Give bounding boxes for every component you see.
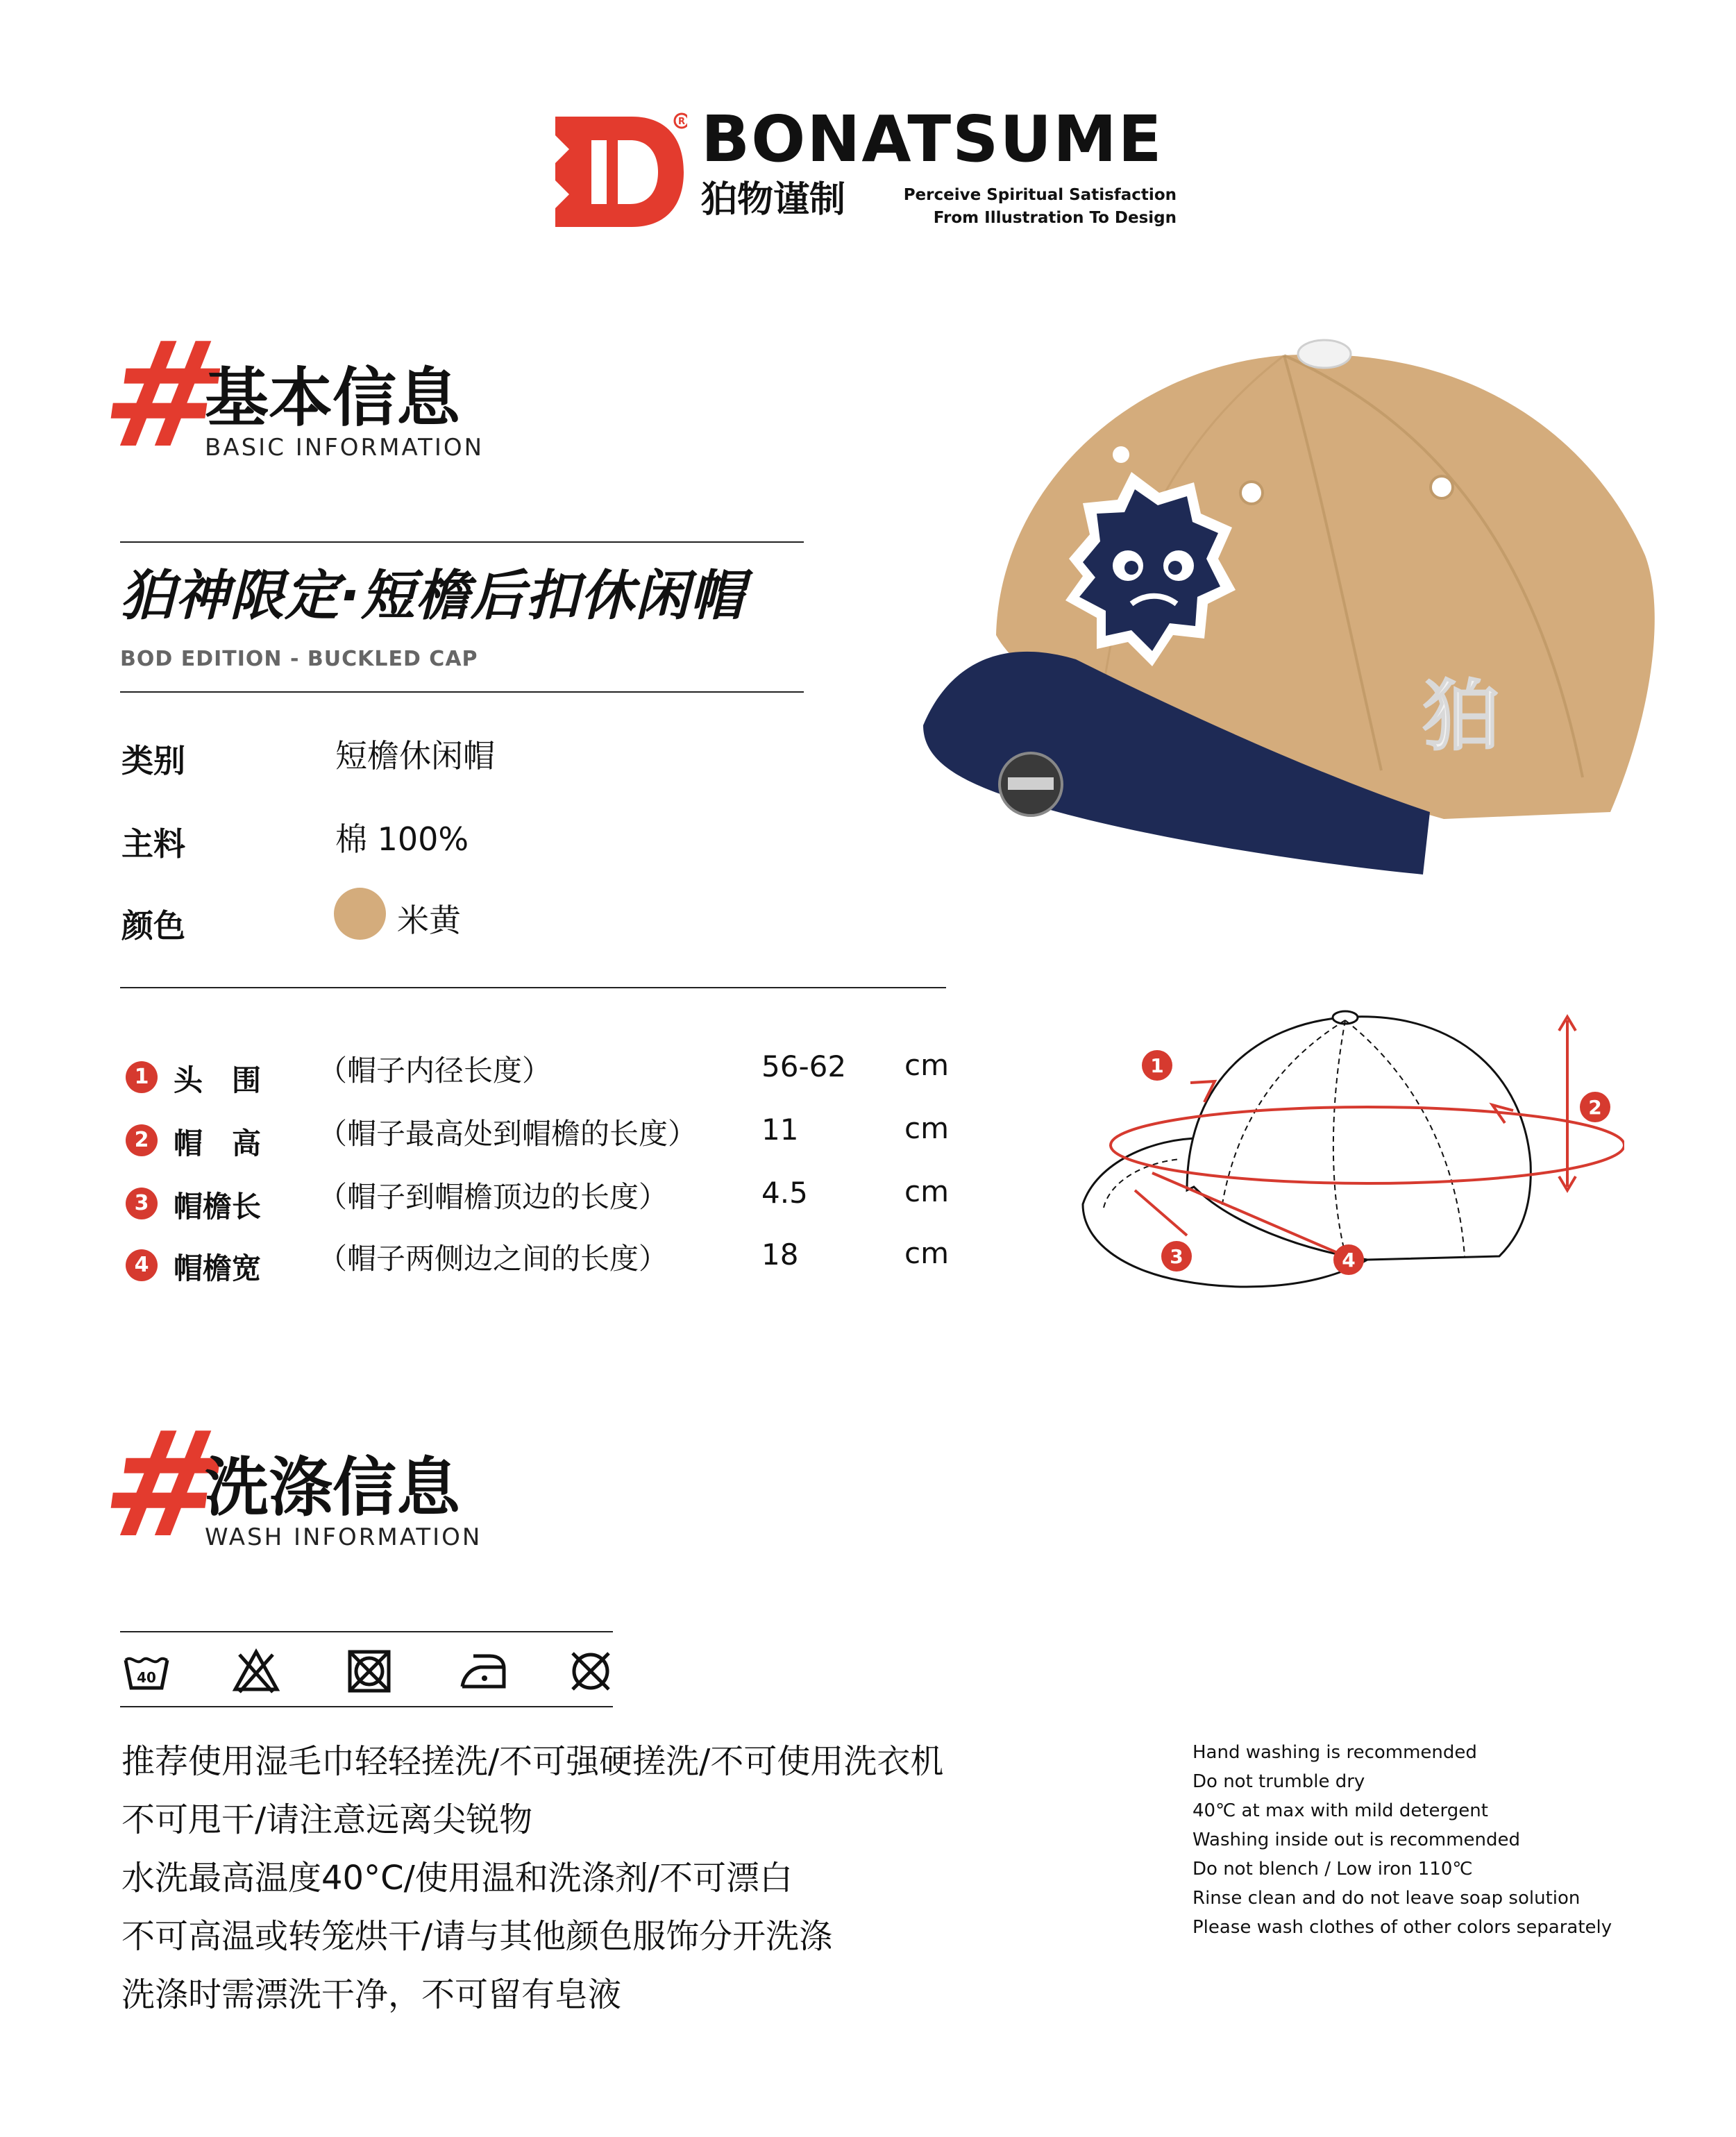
- wash-line-en-3: 40℃ at max with mild detergent: [1193, 1800, 1488, 1821]
- product-subtitle: BOD EDITION - BUCKLED CAP: [120, 647, 478, 671]
- wash-info-title: 洗涤信息: [205, 1451, 461, 1525]
- measure-number-badge: 2: [126, 1124, 158, 1156]
- brand-tagline-line-2: From Illustration To Design: [933, 209, 1177, 228]
- diagram-number-4: 4: [1342, 1249, 1356, 1272]
- divider: [120, 541, 804, 543]
- brand-name: BONATSUME: [701, 102, 1163, 176]
- wash-temp-label: 40: [137, 1669, 156, 1686]
- diagram-number-3: 3: [1170, 1245, 1183, 1268]
- measure-desc-height: （帽子最高处到帽檐的长度）: [318, 1117, 698, 1151]
- brand-tagline-line-1: Perceive Spiritual Satisfaction: [903, 186, 1177, 204]
- wash-line-en-2: Do not trumble dry: [1193, 1771, 1365, 1792]
- section-hash-icon: #: [92, 1400, 239, 1570]
- wash-line-cn-2: 不可甩干/请注意远离尖锐物: [121, 1800, 533, 1839]
- wash-40-icon: [121, 1646, 171, 1696]
- measure-number-badge: 3: [126, 1188, 158, 1219]
- divider: [120, 1706, 613, 1707]
- section-hash-icon: #: [92, 310, 239, 480]
- wash-line-en-7: Please wash clothes of other colors separately: [1193, 1917, 1612, 1938]
- measure-desc-head: （帽子内径长度）: [318, 1054, 552, 1088]
- measure-unit: cm: [904, 1174, 950, 1208]
- wash-line-en-1: Hand washing is recommended: [1193, 1742, 1477, 1763]
- basic-info-subtitle: BASIC INFORMATION: [205, 434, 484, 462]
- brand-logo-mark: [548, 111, 687, 233]
- wash-line-cn-4: 不可高温或转笼烘干/请与其他颜色服饰分开洗涤: [121, 1917, 833, 1956]
- spec-value-color: 米黄: [397, 902, 461, 939]
- cap-measurement-diagram: [1069, 999, 1624, 1298]
- spec-value-material: 棉 100%: [335, 820, 469, 858]
- wash-line-en-4: Washing inside out is recommended: [1193, 1830, 1521, 1850]
- brand-tagline: [902, 184, 1177, 230]
- brand-name-cn: 狛物谨制: [701, 179, 846, 221]
- measure-unit: cm: [904, 1048, 950, 1082]
- wash-info-subtitle: WASH INFORMATION: [205, 1523, 482, 1551]
- measure-desc-brim-width: （帽子两侧边之间的长度）: [318, 1242, 668, 1276]
- measure-label-brim-length: 帽檐长: [174, 1190, 262, 1224]
- svg-text:R: R: [677, 117, 686, 127]
- measure-value-brim-width: 18: [761, 1238, 799, 1272]
- wash-line-cn-5: 洗涤时需漂洗干净，不可留有皂液: [121, 1975, 622, 2014]
- wash-line-en-5: Do not blench / Low iron 110℃: [1193, 1859, 1473, 1880]
- measure-value-head: 56-62: [761, 1049, 847, 1083]
- wash-line-en-6: Rinse clean and do not leave soap solution: [1193, 1888, 1581, 1909]
- no-dry-clean-icon: [566, 1646, 616, 1696]
- wash-line-cn-3: 水洗最高温度40°C/使用温和洗涤剂/不可漂白: [121, 1859, 793, 1898]
- measure-number-badge: 1: [126, 1061, 158, 1093]
- wash-line-cn-1: 推荐使用湿毛巾轻轻搓洗/不可强硬搓洗/不可使用洗衣机: [121, 1742, 944, 1781]
- cap-product-image: [895, 326, 1680, 881]
- measure-unit: cm: [904, 1236, 950, 1270]
- measure-label-brim-width: 帽檐宽: [174, 1251, 262, 1285]
- product-title: 狛神限定·短檐后扣休闲帽: [120, 565, 745, 627]
- measure-label-head: 头 围: [174, 1063, 262, 1097]
- measure-unit: cm: [904, 1111, 950, 1145]
- spec-value-category: 短檐休闲帽: [335, 737, 495, 775]
- basic-info-title: 基本信息: [205, 361, 461, 435]
- color-swatch: [334, 888, 386, 940]
- svg-text:狛: 狛: [1423, 672, 1499, 761]
- measure-desc-brim-length: （帽子到帽檐顶边的长度）: [318, 1180, 668, 1214]
- spec-label-color: 颜色: [121, 907, 185, 945]
- no-bleach-icon: [231, 1646, 281, 1696]
- measure-value-brim-length: 4.5: [761, 1176, 808, 1210]
- diagram-number-2: 2: [1588, 1096, 1602, 1119]
- no-tumble-dry-icon: [344, 1646, 394, 1696]
- divider: [120, 987, 946, 988]
- measure-number-badge: 4: [126, 1249, 158, 1281]
- spec-label-category: 类别: [121, 742, 185, 779]
- diagram-number-1: 1: [1150, 1054, 1164, 1077]
- divider: [120, 691, 804, 693]
- low-iron-icon: [458, 1646, 508, 1696]
- divider: [120, 1631, 613, 1632]
- spec-label-material: 主料: [121, 825, 185, 863]
- measure-value-height: 11: [761, 1113, 799, 1147]
- measure-label-height: 帽 高: [174, 1126, 262, 1160]
